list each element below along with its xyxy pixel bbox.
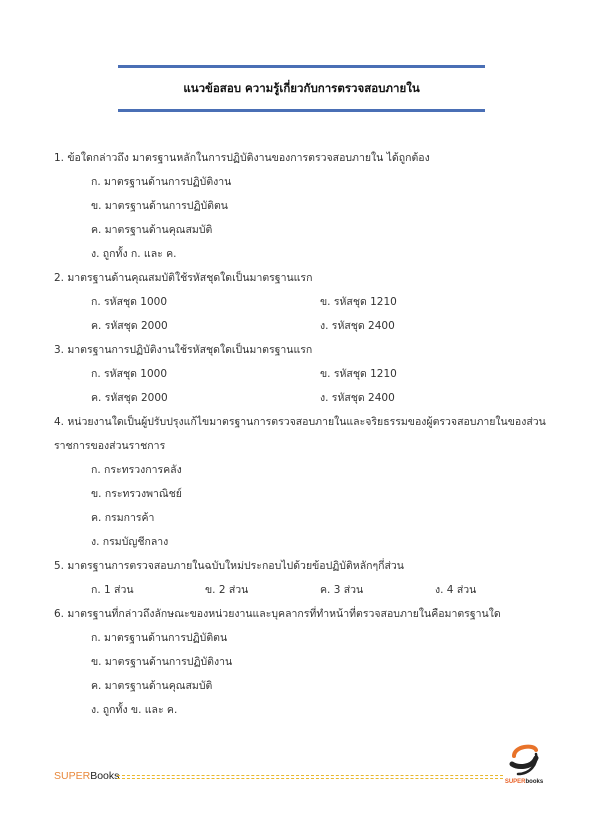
question-6-option-c: ค. มาตรฐานด้านคุณสมบัติ: [91, 680, 213, 692]
question-5-option-b: ข. 2 ส่วน: [205, 584, 249, 596]
question-6-option-d: ง. ถูกทั้ง ข. และ ค.: [91, 704, 178, 716]
footer-brand-super: SUPER: [54, 770, 91, 782]
question-4-option-d: ง. กรมบัญชีกลาง: [91, 536, 169, 548]
question-3-option-c: ค. รหัสชุด 2000: [91, 392, 168, 404]
question-2-option-d: ง. รหัสชุด 2400: [320, 320, 395, 332]
footer-brand-books: Books: [90, 770, 120, 782]
header-top-rule: [118, 65, 485, 68]
question-5: 5. มาตรฐานการตรวจสอบภายในฉบับใหม่ประกอบไปด้วยข้อปฏิบัติหลักๆกี่ส่วน: [54, 560, 404, 572]
question-4-option-b: ข. กระทรวงพาณิชย์: [91, 488, 182, 500]
question-6-option-a: ก. มาตรฐานด้านการปฏิบัติตน: [91, 632, 228, 644]
question-4-option-a: ก. กระทรวงการคลัง: [91, 464, 182, 476]
superbooks-logo: [500, 742, 548, 786]
question-5-option-a: ก. 1 ส่วน: [91, 584, 134, 596]
footer-brand: [54, 769, 119, 783]
question-2-option-b: ข. รหัสชุด 1210: [320, 296, 397, 308]
question-6-option-b: ข. มาตรฐานด้านการปฏิบัติงาน: [91, 656, 233, 668]
question-5-option-d: ง. 4 ส่วน: [435, 584, 477, 596]
question-6: 6. มาตรฐานที่กล่าวถึงลักษณะของหน่วยงานและบุคลากรที่ทำหน้าที่ตรวจสอบภายในคือมาตรฐานใด: [54, 608, 501, 620]
header-bottom-rule: [118, 109, 485, 112]
logo-wordmark: SUPERbooks: [504, 779, 544, 785]
question-3-option-b: ข. รหัสชุด 1210: [320, 368, 397, 380]
question-1-option-d: ง. ถูกทั้ง ก. และ ค.: [91, 248, 177, 260]
question-1-option-a: ก. มาตรฐานด้านการปฏิบัติงาน: [91, 176, 232, 188]
footer-dashed-rule: [117, 775, 503, 779]
question-1-option-b: ข. มาตรฐานด้านการปฏิบัติตน: [91, 200, 228, 212]
question-1: 1. ข้อใดกล่าวถึง มาตรฐานหลักในการปฏิบัติงานของการตรวจสอบภายใน ได้ถูกต้อง: [54, 152, 430, 164]
question-2-option-a: ก. รหัสชุด 1000: [91, 296, 168, 308]
question-2: 2. มาตรฐานด้านคุณสมบัติใช้รหัสชุดใดเป็นมาตรฐานแรก: [54, 272, 313, 284]
question-4: 4. หน่วยงานใดเป็นผู้ปรับปรุงแก้ไขมาตรฐานการตรวจสอบภายในและจริยธรรมของผู้ตรวจสอบภายในของส่วน: [54, 416, 546, 428]
question-4-continued: ราชการของส่วนราชการ: [54, 440, 166, 452]
question-3: 3. มาตรฐานการปฏิบัติงานใช้รหัสชุดใดเป็นมาตรฐานแรก: [54, 344, 313, 356]
question-1-option-c: ค. มาตรฐานด้านคุณสมบัติ: [91, 224, 213, 236]
question-3-option-a: ก. รหัสชุด 1000: [91, 368, 168, 380]
question-3-option-d: ง. รหัสชุด 2400: [320, 392, 395, 404]
question-5-option-c: ค. 3 ส่วน: [320, 584, 364, 596]
question-4-option-c: ค. กรมการค้า: [91, 512, 155, 524]
swoosh-logo-icon: [500, 742, 548, 776]
question-2-option-c: ค. รหัสชุด 2000: [91, 320, 168, 332]
page-title: แนวข้อสอบ ความรู้เกี่ยวกับการตรวจสอบภายใน: [183, 81, 420, 95]
